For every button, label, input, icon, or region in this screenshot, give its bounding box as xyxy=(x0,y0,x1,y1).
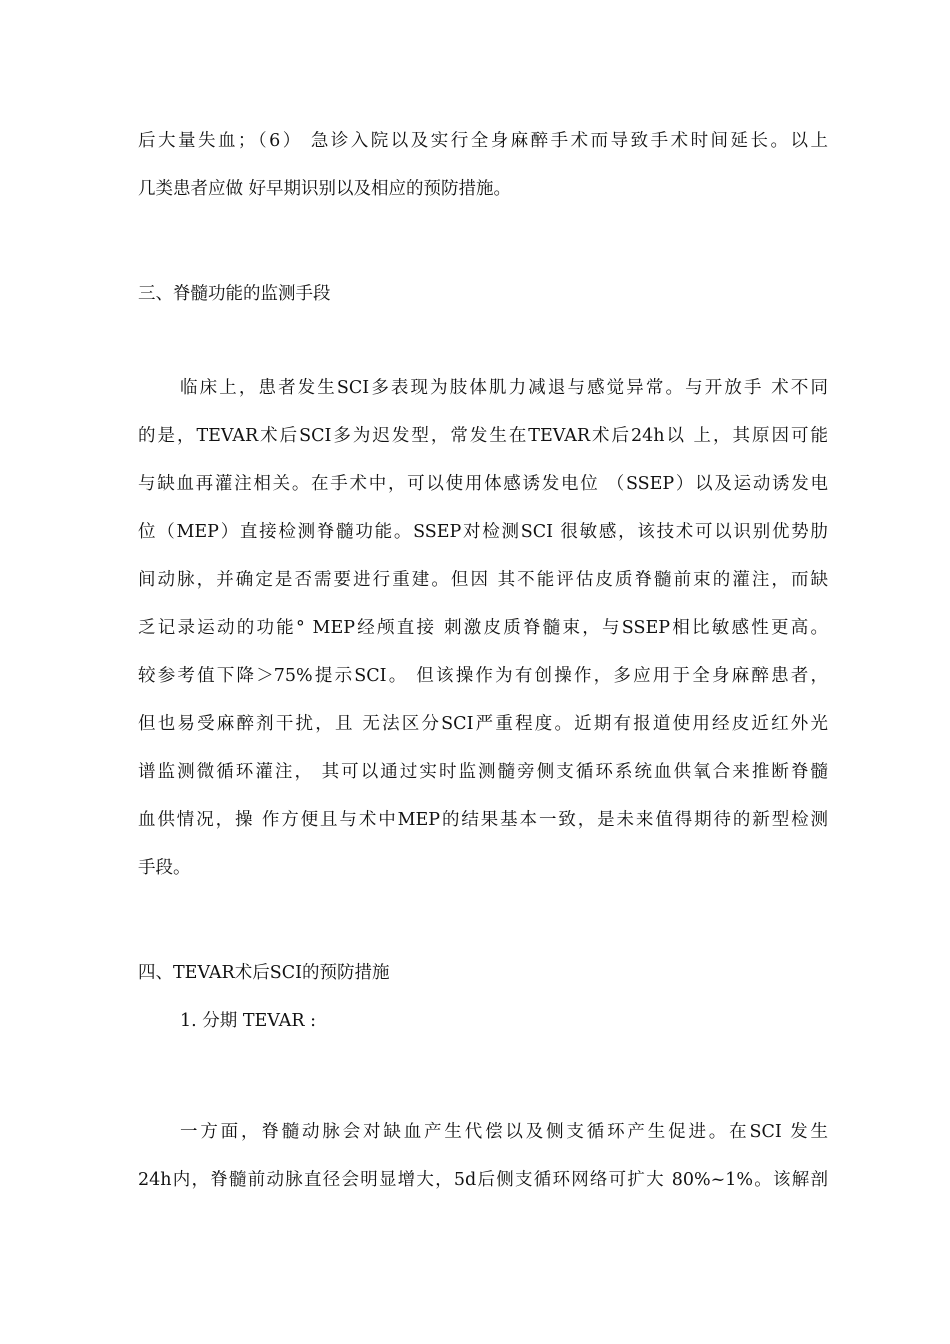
section-4-heading: 四、TEVAR术后SCI的预防措施 xyxy=(138,963,390,983)
paragraph-1-line-2: 几类患者应做 好早期识别以及相应的预防措施。 xyxy=(138,179,512,199)
section-3-line-9: 谱监测微循环灌注， 其可以通过实时监测髓旁侧支循环系统血供氧合来推断脊髓 xyxy=(138,762,828,782)
section-3-line-6: 乏记录运动的功能° MEP经颅直接 刺激皮质脊髓束，与SSEP相比敏感性更高。 xyxy=(138,618,828,638)
section-3-line-2: 的是，TEVAR术后SCI多为迟发型，常发生在TEVAR术后24h以 上，其原因可能 xyxy=(138,426,828,446)
section-3-heading: 三、脊髓功能的监测手段 xyxy=(138,284,331,304)
section-3-line-1: 临床上，患者发生SCI多表现为肢体肌力减退与感觉异常。与开放手 术不同 xyxy=(180,378,828,398)
paragraph-1-line-1: 后大量失血；（6） 急诊入院以及实行全身麻醉手术而导致手术时间延长。以上 xyxy=(138,131,828,151)
section-3-line-10: 血供情况，操 作方便且与术中MEP的结果基本一致，是未来值得期待的新型检测 xyxy=(138,810,828,830)
section-3-line-4: 位（MEP）直接检测脊髓功能。SSEP对检测SCI 很敏感，该技术可以识别优势肋 xyxy=(138,522,828,542)
section-3-line-5: 间动脉，并确定是否需要进行重建。但因 其不能评估皮质脊髓前束的灌注，而缺 xyxy=(138,570,828,590)
section-3-line-11: 手段。 xyxy=(138,858,191,878)
section-4-subheading: 1. 分期 TEVAR : xyxy=(180,1011,316,1031)
section-4-line-2: 24h内，脊髓前动脉直径会明显增大，5d后侧支循环网络可扩大 80%~1%。该解剖 xyxy=(138,1170,828,1190)
section-4-line-1: 一方面，脊髓动脉会对缺血产生代偿以及侧支循环产生促进。在SCI 发生 xyxy=(180,1122,828,1142)
section-3-line-8: 但也易受麻醉剂干扰，且 无法区分SCI严重程度。近期有报道使用经皮近红外光 xyxy=(138,714,828,734)
section-3-line-7: 较参考值下降＞75%提示SCI。 但该操作为有创操作，多应用于全身麻醉患者， xyxy=(138,666,828,686)
section-3-line-3: 与缺血再灌注相关。在手术中，可以使用体感诱发电位 （SSEP）以及运动诱发电 xyxy=(138,474,828,494)
